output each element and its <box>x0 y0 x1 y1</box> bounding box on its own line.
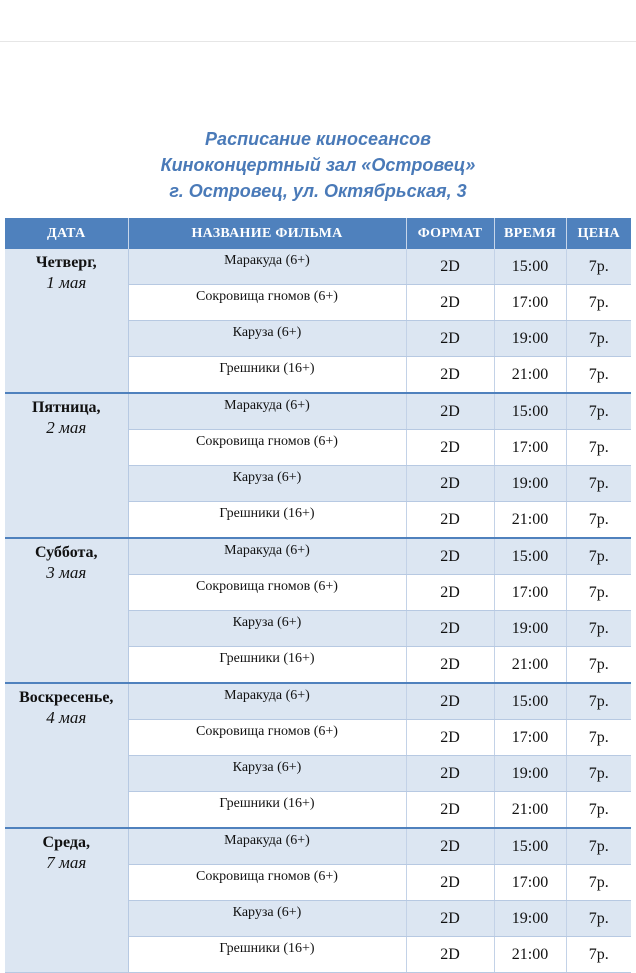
format-cell: 2D <box>406 756 494 792</box>
film-title-cell: Грешники (16+) <box>128 937 406 973</box>
film-title-cell: Каруза (6+) <box>128 321 406 357</box>
time-cell: 19:00 <box>494 611 566 647</box>
film-title-cell: Каруза (6+) <box>128 756 406 792</box>
date-cell <box>5 538 128 683</box>
price-cell: 7р. <box>566 828 631 865</box>
format-cell: 2D <box>406 466 494 502</box>
day-name: Суббота, <box>34 544 98 561</box>
format-cell: 2D <box>406 538 494 575</box>
price-cell: 7р. <box>566 720 631 756</box>
time-cell: 15:00 <box>494 828 566 865</box>
format-cell: 2D <box>406 285 494 321</box>
day-date: 4 мая <box>46 708 87 727</box>
format-cell: 2D <box>406 865 494 901</box>
day-name: Четверг, <box>35 254 97 271</box>
price-cell: 7р. <box>566 865 631 901</box>
time-cell: 21:00 <box>494 792 566 829</box>
price-cell: 7р. <box>566 249 631 285</box>
time-cell: 15:00 <box>494 538 566 575</box>
column-header-price: ЦЕНА <box>566 218 631 249</box>
price-cell: 7р. <box>566 430 631 466</box>
title-line-1: Расписание киносеансов <box>205 129 431 149</box>
date-cell <box>5 828 128 973</box>
price-cell: 7р. <box>566 466 631 502</box>
film-title-cell: Маракуда (6+) <box>128 828 406 865</box>
price-cell: 7р. <box>566 575 631 611</box>
table-header-row <box>5 218 631 249</box>
film-title-cell: Маракуда (6+) <box>128 393 406 430</box>
format-cell: 2D <box>406 901 494 937</box>
film-title-cell: Каруза (6+) <box>128 611 406 647</box>
format-cell: 2D <box>406 828 494 865</box>
time-cell: 17:00 <box>494 575 566 611</box>
film-title-cell: Грешники (16+) <box>128 792 406 829</box>
film-title-cell: Сокровища гномов (6+) <box>128 285 406 321</box>
title-line-3: г. Островец, ул. Октябрьская, 3 <box>169 181 467 201</box>
column-header-format: ФОРМАТ <box>406 218 494 249</box>
table-row <box>5 393 631 430</box>
price-cell: 7р. <box>566 502 631 539</box>
price-cell: 7р. <box>566 611 631 647</box>
table-row <box>5 249 631 285</box>
film-title-cell: Сокровища гномов (6+) <box>128 430 406 466</box>
price-cell: 7р. <box>566 285 631 321</box>
table-row <box>5 683 631 720</box>
price-cell: 7р. <box>566 937 631 973</box>
film-title-cell: Грешники (16+) <box>128 647 406 684</box>
format-cell: 2D <box>406 792 494 829</box>
column-header-date: ДАТА <box>5 218 128 249</box>
time-cell: 17:00 <box>494 720 566 756</box>
price-cell: 7р. <box>566 357 631 394</box>
date-cell <box>5 683 128 828</box>
film-title-cell: Сокровища гномов (6+) <box>128 865 406 901</box>
film-title-cell: Маракуда (6+) <box>128 538 406 575</box>
price-cell: 7р. <box>566 683 631 720</box>
top-divider <box>0 41 636 42</box>
time-cell: 21:00 <box>494 502 566 539</box>
day-name: Среда, <box>42 834 90 851</box>
price-cell: 7р. <box>566 647 631 684</box>
time-cell: 21:00 <box>494 357 566 394</box>
film-title-cell: Каруза (6+) <box>128 466 406 502</box>
column-header-film: НАЗВАНИЕ ФИЛЬМА <box>128 218 406 249</box>
format-cell: 2D <box>406 430 494 466</box>
price-cell: 7р. <box>566 792 631 829</box>
format-cell: 2D <box>406 502 494 539</box>
format-cell: 2D <box>406 249 494 285</box>
time-cell: 15:00 <box>494 249 566 285</box>
date-cell <box>5 393 128 538</box>
day-date: 1 мая <box>46 273 87 292</box>
format-cell: 2D <box>406 683 494 720</box>
film-title-cell: Сокровища гномов (6+) <box>128 720 406 756</box>
film-title-cell: Сокровища гномов (6+) <box>128 575 406 611</box>
format-cell: 2D <box>406 937 494 973</box>
schedule-title <box>0 126 636 204</box>
time-cell: 17:00 <box>494 285 566 321</box>
price-cell: 7р. <box>566 756 631 792</box>
time-cell: 21:00 <box>494 647 566 684</box>
time-cell: 17:00 <box>494 865 566 901</box>
day-date: 7 мая <box>46 853 87 872</box>
format-cell: 2D <box>406 321 494 357</box>
price-cell: 7р. <box>566 393 631 430</box>
table-row <box>5 828 631 865</box>
format-cell: 2D <box>406 575 494 611</box>
format-cell: 2D <box>406 647 494 684</box>
schedule-table <box>5 218 631 973</box>
film-title-cell: Грешники (16+) <box>128 357 406 394</box>
time-cell: 19:00 <box>494 901 566 937</box>
film-title-cell: Грешники (16+) <box>128 502 406 539</box>
time-cell: 17:00 <box>494 430 566 466</box>
date-cell <box>5 249 128 393</box>
day-date: 2 мая <box>46 418 87 437</box>
time-cell: 15:00 <box>494 393 566 430</box>
price-cell: 7р. <box>566 538 631 575</box>
film-title-cell: Маракуда (6+) <box>128 249 406 285</box>
title-line-2: Киноконцертный зал «Островец» <box>160 155 476 175</box>
time-cell: 19:00 <box>494 321 566 357</box>
column-header-time: ВРЕМЯ <box>494 218 566 249</box>
format-cell: 2D <box>406 393 494 430</box>
format-cell: 2D <box>406 357 494 394</box>
price-cell: 7р. <box>566 321 631 357</box>
day-name: Воскресенье, <box>19 689 114 706</box>
schedule-body <box>5 249 631 973</box>
format-cell: 2D <box>406 720 494 756</box>
day-date: 3 мая <box>46 563 87 582</box>
time-cell: 15:00 <box>494 683 566 720</box>
table-row <box>5 538 631 575</box>
price-cell: 7р. <box>566 901 631 937</box>
format-cell: 2D <box>406 611 494 647</box>
day-name: Пятница, <box>31 399 101 416</box>
film-title-cell: Каруза (6+) <box>128 901 406 937</box>
time-cell: 19:00 <box>494 756 566 792</box>
time-cell: 19:00 <box>494 466 566 502</box>
film-title-cell: Маракуда (6+) <box>128 683 406 720</box>
time-cell: 21:00 <box>494 937 566 973</box>
